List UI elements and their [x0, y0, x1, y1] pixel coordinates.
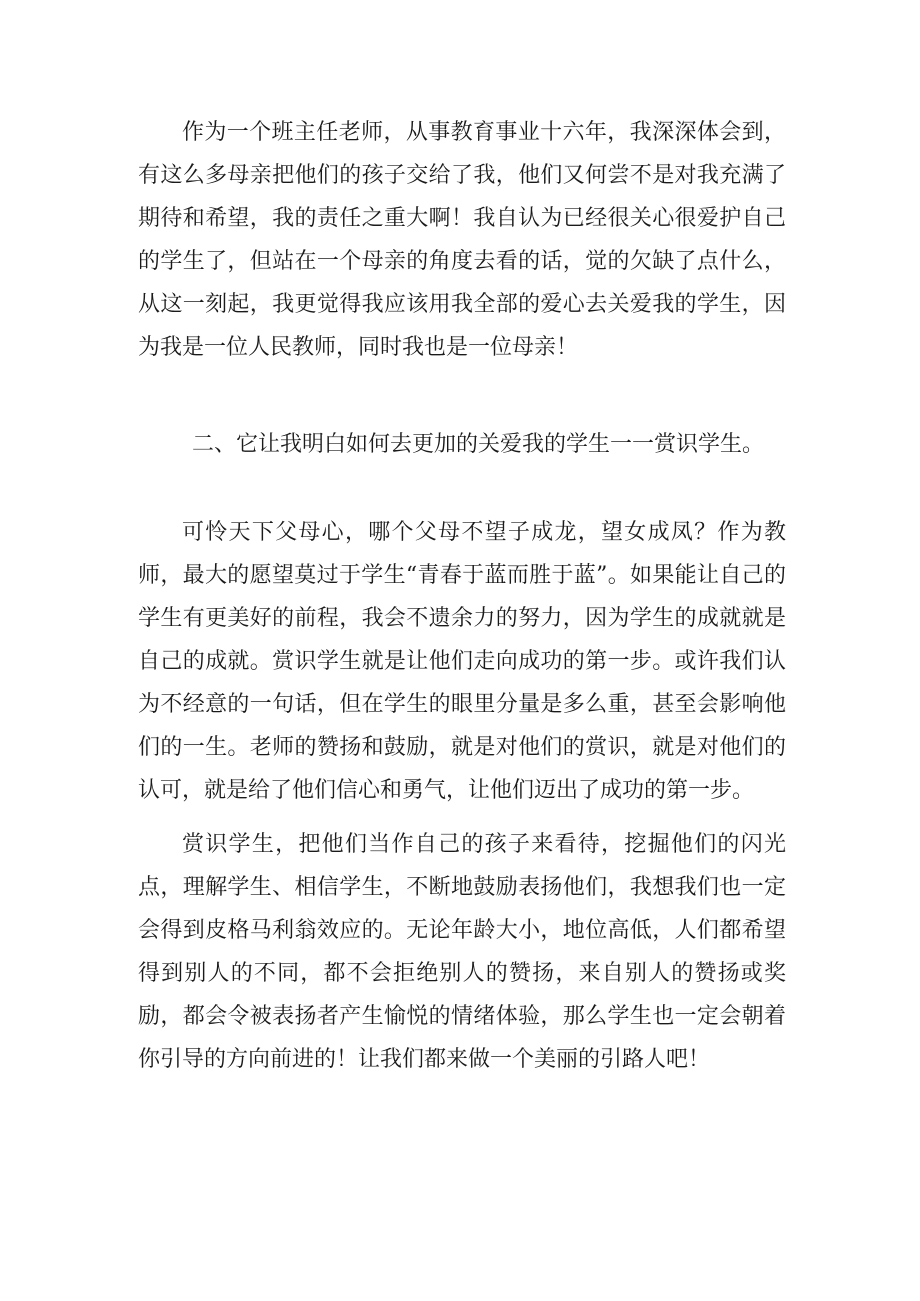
paragraph-parents-hopes: 可怜天下父母心，哪个父母不望子成龙，望女成凤？作为教师，最大的愿望莫过于学生“青春于蓝而胜于蓝”。如果能让自己的学生有更美好的前程，我会不遗余力的努力，因为学生的成就就是自己的成就。赏识学生就是让他们走向成功的第一步。或许我们认为不经意的一句话，但在学生的眼里分量是多么重，甚至会影响他们的一生。老师的赞扬和鼓励，就是对他们的赏识，就是对他们的认可，就是给了他们信心和勇气，让他们迈出了成功的第一步。 — [138, 520, 786, 803]
paragraph-appreciation-effect: 赏识学生，把他们当作自己的孩子来看待，挖掘他们的闪光点，理解学生、相信学生，不断地鼓励表扬他们，我想我们也一定会得到皮格马利翁效应的。无论年龄大小，地位高低，人们都希望得到别人的不同，都不会拒绝别人的赞扬，来自别人的赞扬或奖励，都会令被表扬者产生愉悦的情绪体验，那么学生也一定会朝着你引导的方向前进的！让我们都来做一个美丽的引路人吧！ — [138, 832, 786, 1072]
section-heading-appreciate-students: 二、它让我明白如何去更加的关爱我的学生一一赏识学生。 — [192, 432, 765, 457]
paragraph-mother-teacher: 作为一个班主任老师，从事教育事业十六年，我深深体会到，有这么多母亲把他们的孩子交给了我，他们又何尝不是对我充满了期待和希望，我的责任之重大啊！我自认为已经很关心很爱护自己的学生了，但站在一个母亲的角度去看的话，觉的欠缺了点什么，从这一刻起，我更觉得我应该用我全部的爱心去关爱我的学生，因为我是一位人民教师，同时我也是一位母亲！ — [138, 120, 786, 360]
